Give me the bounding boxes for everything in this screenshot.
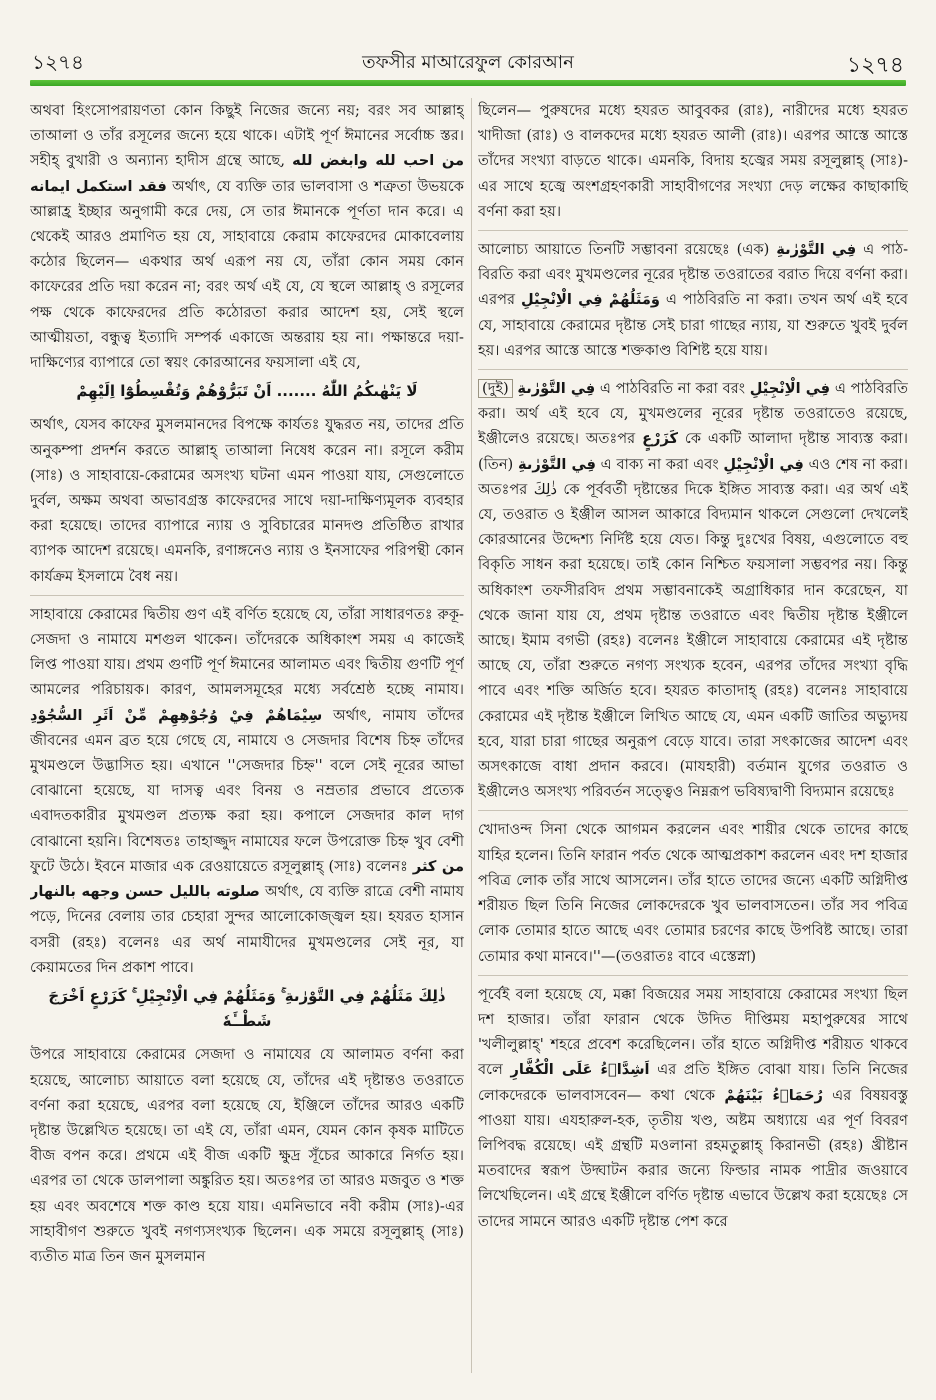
arabic-word: كَزَرْعٍ bbox=[642, 430, 679, 448]
paragraph bbox=[478, 230, 908, 363]
text-run: এর প্রতি ইঙ্গিত বোঝা যায়। তিনি নিজের লোকদেরকে ভালবাসবেন— কথা থেকে bbox=[478, 1061, 908, 1104]
text-run: এ পাঠ-বিরতি করা এবং মুখমণ্ডলের নূরের দৃষ্টান্ত তওরাতের বরাত দিয়ে বর্ণনা করা। এরপর bbox=[478, 241, 908, 309]
text-run: আলোচ্য আয়াতে তিনটি সম্ভাবনা রয়েছেঃ (এক) bbox=[478, 241, 770, 259]
left-column bbox=[30, 98, 464, 1378]
text-run: এ পাঠবিরতি না করা। তখন অর্থ এই হবে যে, সাহাবায়ে কেরামের দৃষ্টান্ত সেই চারা গাছের ন্যায়, যা শুরুতে খুবই দুর্বল হয়। এরপর আস্তে আস্তে শক্তকাণ্ড বিশিষ্ট হয়ে যায়। bbox=[478, 291, 908, 359]
arabic-word: فِي الْاِنْجِيْلِ bbox=[723, 455, 804, 473]
text-run: এ পাঠবিরতি করা। অর্থ এই হবে যে, মুখমণ্ডলের নূরের দৃষ্টান্ত তওরাতেও রয়েছে, ইঞ্জীলেও রয়েছে। অতঃপর bbox=[478, 380, 908, 448]
paragraph bbox=[478, 98, 908, 224]
text-run: উপরে সাহাবায়ে কেরামের সেজদা ও নামাযের যে আলামত বর্ণনা করা হয়েছে, আলোচ্য আয়াতে বলা হয়েছে যে, তাঁদের এই দৃষ্টান্তও তওরাতে বর্ণনা করা হয়েছে, এরপর বলা হয়েছে যে, ইঞ্জিলে তাঁদের আরও একটি দৃষ্টান্ত উল্লেখিত হয়েছে। তা এই যে, তাঁরা এমন, যেমন কোন কৃষক মাটিতে বীজ বপন করে। প্রথমে এই বীজ একটি ক্ষুদ্র সূঁচের আকারে নির্গত হয়। এরপর তা থেকে ডালপালা অঙ্কুরিত হয়। অতঃপর তা আরও মজবুত ও শক্ত হয় এবং অবশেষে শক্ত কাণ্ড হয়ে যায়। এমনিভাবে নবী করীম (সাঃ)-এর সাহাবীগণ শুরুতে খুবই নগণ্যসংখ্যক ছিলেন। এক সময়ে রসূলুল্লাহ্ (সাঃ) ব্যতীত মাত্র তিন জন মুসলমান bbox=[30, 1046, 464, 1265]
arabic-word: وَمَثَلُهُمْ فِي الْاِنْجِيْلِ bbox=[520, 291, 660, 309]
text-run: অর্থাৎ, যে ব্যক্তি তার ভালবাসা ও শত্রুতা উভয়কে আল্লাহ্র ইচ্ছার অনুগামী করে দেয়, সে তার ঈমানকে পূর্ণতা দান করে। এ থেকেই আরও প্রমাণিত হয় যে, সাহাবায়ে কেরাম কাফেরদের মোকাবেলায় কঠোর ছিলেন— একথার অর্থ এরূপ নয় যে, তাঁরা কোন সময় কোন কাফেরের প্রতি দয়া করেন না; বরং অর্থ এই যে, যে স্থলে আল্লাহ্ ও রসূলের পক্ষ থেকে কাফেরদের প্রতি কঠোরতা করার আদেশ হয়, সেই স্থলে আত্মীয়তা, বন্ধুত্ব ইত্যাদি সম্পর্ক একাজে অন্তরায় হয় না। পক্ষান্তরে দয়া-দাক্ষিণ্যের ব্যাপারে তো স্বয়ং কোরআনের ফয়সালা এই যে, bbox=[30, 177, 464, 372]
arabic-text: ذٰلِكَ مَثَلُهُمْ فِي التَّوْرٰىةِ ۚ وَمَثَلُهُمْ فِي الْاِنْجِيْلِ ۚ كَزَرْعٍ اَخْرَجَ شَطْــَٔهٗ bbox=[48, 986, 446, 1031]
header-rule bbox=[30, 80, 906, 86]
arabic-hadith: من كثر صلوته بالليل حسن وجهه بالنهار bbox=[30, 857, 464, 901]
arabic-text: لَا يَنْهٰىكُمُ اللّٰهُ ....... اَنْ تَبَرُّوْهُمْ وَتُقْسِطُوْٓا اِلَيْهِمْ bbox=[76, 382, 418, 401]
text-run: খোদাওন্দ সিনা থেকে আগমন করলেন এবং শায়ীর থেকে তাদের কাছে যাহির হলেন। তিনি ফারান পর্বত থেকে আত্মপ্রকাশ করলেন এবং দশ হাজার পবিত্র লোক তাঁর সাথে আসলেন। তাঁর হাতে তাদের জন্যে একটি অগ্নিদীপ্ত শরীয়ত ছিল তিনি নিজের লোকদেরকে খুব ভালবাসতেন। তাঁর সব পবিত্র লোক তোমার হাতে আছে এবং তোমার চরণের কাছে উপবিষ্ট আছে। তারা তোমার কথা মানবে।''—(তওরাতঃ বাবে এস্তেস্না) bbox=[478, 821, 908, 965]
arabic-verse bbox=[30, 984, 464, 1034]
text-run: পূর্বেই বলা হয়েছে যে, মক্কা বিজয়ের সময় সাহাবায়ে কেরামের সংখ্যা ছিল দশ হাজার। তাঁরা ফারান থেকে উদিত দীপ্তিময় মহাপুরুষের সাথে 'খলীলুল্লাহ্' শহরে প্রবেশ করেছিলেন। তাঁর হাতে অগ্নিদীপ্ত শরীয়ত থাকবে বলে bbox=[478, 985, 908, 1079]
page-number-right: ১২৭৪ bbox=[846, 53, 904, 78]
paragraph bbox=[30, 412, 464, 588]
paragraph bbox=[30, 595, 464, 980]
text-run: এর বিষয়বস্তু পাওয়া যায়। এযহারুল-হক, তৃতীয় খণ্ড, অষ্টম অধ্যায়ে এর পূর্ণ বিবরণ লিপিবদ্ধ রয়েছে। এই গ্রন্থটি মওলানা রহমতুল্লাহ্ কিরানভী (রহঃ) খ্রীষ্টান মতবাদের স্বরূপ উদ্ঘাটন করার জন্যে ফিল্ডার নামক পাদ্রীর জওয়াবে লিখেছিলেন। এই গ্রন্থে ইঞ্জীলে বর্ণিত দৃষ্টান্ত এভাবে উল্লেখ করা হয়েছেঃ সে তাদের সামনে আরও একটি দৃষ্টান্ত পেশ করে bbox=[478, 1086, 908, 1230]
arabic-word: فِي الْاِنْجِيْلِ bbox=[749, 380, 831, 398]
text-run: অর্থাৎ, যে ব্যক্তি রাত্রে বেশী নামায পড়ে, দিনের বেলায় তার চেহারা সুন্দর আলোকোজ্জ্বল হয়। হযরত হাসান বসরী (রহঃ) বলেনঃ এর অর্থ নামাযীদের মুখমণ্ডলের সেই নূর, যা কেয়ামতের দিন প্রকাশ পাবে। bbox=[30, 883, 464, 976]
text-run: এ বাক্য না করা এবং bbox=[600, 455, 719, 473]
arabic-hadith: من احب لله وابغض لله فقد استكمل ايمانه bbox=[30, 152, 464, 195]
text-run: অথবা হিংসোপরায়ণতা কোন কিছুই নিজের জন্যে নয়; বরং সব আল্লাহ্ তাআলা ও তাঁর রসূলের জন্যে হয়ে থাকে। এটাই পূর্ণ ঈমানের সর্বোচ্চ স্তর। সহীহ্ বুখারী ও অন্যান্য হাদীস গ্রন্থে আছে, bbox=[30, 102, 464, 170]
page-header bbox=[30, 44, 906, 84]
arabic-word: فِي التَّوْرٰىةِ bbox=[518, 455, 596, 473]
text-run: অর্থাৎ, যেসব কাফের মুসলমানদের বিপক্ষে কার্যতঃ যুদ্ধরত নয়, তাদের প্রতি অনুকম্পা প্রদর্শন করতে আল্লাহ্ তাআলা নিষেধ করেন না। রসূলে করীম (সাঃ) ও সাহাবায়ে-কেরামের অসংখ্য ঘটনা এমন পাওয়া যায়, সেগুলোতে দুর্বল, অক্ষম অথবা অভাবগ্রস্ত কাফেরদের সাথে দয়া-দাক্ষিণ্যমূলক ব্যবহার করা হয়েছে। তাদের ব্যাপারে ন্যায় ও সুবিচারের মানদণ্ড প্রতিষ্ঠিত রাখার ব্যাপক আদেশ রয়েছে। এমনকি, রণাঙ্গনেও ন্যায় ও ইনসাফের পরিপন্থী কোন কার্যক্রম ইসলামে বৈধ নয়। bbox=[30, 416, 464, 585]
text-run: এও শেষ না করা। অতঃপর ذٰلِكَ কে পূর্ববর্তী দৃষ্টান্তের দিকে ইঙ্গিত সাব্যস্ত করা। এর অর্থ এই যে, তওরাত ও ইঞ্জীল আসল আকারে বিদ্যমান থাকলে সেগুলো দেখলেই কোরআনের উদ্দেশ্য নির্দিষ্ট হয়ে যেত। কিন্তু দুঃখের বিষয়, এগুলোতে বহু বিকৃতি সাধন করা হয়েছে। তাই কোন নিশ্চিত ফয়সালা সম্ভবপর নয়। কিন্তু অধিকাংশ তফসীরবিদ প্রথম সম্ভাবনাকেই অগ্রাধিকার দান করেছেন, যা থেকে জানা যায় যে, প্রথম দৃষ্টান্ত তওরাতে এবং দ্বিতীয় দৃষ্টান্ত ইঞ্জীলে আছে। ইমাম বগভী (রহঃ) বলেনঃ ইঞ্জীলে সাহাবায়ে কেরামের এই দৃষ্টান্ত আছে যে, তাঁরা শুরুতে নগণ্য সংখ্যক হবেন, এরপর তাঁদের সংখ্যা বৃদ্ধি পাবে এবং শক্তি অর্জিত হবে। হযরত কাতাদাহ্ (রহঃ) বলেনঃ সাহাবায়ে কেরামের এই দৃষ্টান্ত ইঞ্জীলে লিখিত আছে যে, এমন একটি জাতির অভ্যুদয় হবে, যারা চারা গাছের অনুরূপ বেড়ে যাবে। তারা সৎকাজের আদেশ এবং অসৎকাজে বাধা প্রদান করবে। (মাযহারী) বর্তমান যুগের তওরাত ও ইঞ্জীলেও অসংখ্য পরিবর্তন সত্ত্বেও নিম্নরূপ ভবিষ্যদ্বাণী বিদ্যমান রয়েছেঃ bbox=[478, 455, 908, 801]
text-run: (দুই) bbox=[478, 379, 513, 398]
arabic-word: فِي التَّوْرٰىةِ bbox=[776, 241, 857, 259]
paragraph bbox=[478, 369, 908, 804]
paragraph bbox=[30, 98, 464, 375]
arabic-word: رُحَمَاۤءُ بَيْنَهُمْ bbox=[724, 1086, 823, 1104]
arabic-word: فِي التَّوْرٰىةِ bbox=[517, 380, 596, 398]
paragraph bbox=[478, 810, 908, 968]
paragraph bbox=[30, 1042, 464, 1269]
text-run: অর্থাৎ, নামায তাঁদের জীবনের এমন ব্রত হয়ে গেছে যে, নামাযে ও সেজদার বিশেষ চিহ্ন তাঁদের মুখমণ্ডলে উদ্ভাসিত হয়। এখানে ''সেজদার চিহ্ন'' বলে সেই নূরের আভা বোঝানো হয়েছে, যা দাসত্ব এবং বিনয় ও নম্রতার প্রভাবে প্রত্যেক এবাদতকারীর মুখমণ্ডল প্রত্যক্ষ করা হয়। কপালে সেজদার কাল দাগ বোঝানো হয়নি। বিশেষতঃ তাহাজ্জুদ নামাযের ফলে উপরোক্ত চিহ্ন খুব বেশী ফুটে উঠে। ইবনে মাজার এক রেওয়ায়েতে রসূলুল্লাহ্ (সাঃ) বলেনঃ bbox=[30, 706, 464, 875]
text-run: এ পাঠবিরতি না করা বরং bbox=[599, 380, 746, 398]
right-column bbox=[478, 98, 908, 1378]
text-run: ছিলেন— পুরুষদের মধ্যে হযরত আবুবকর (রাঃ), নারীদের মধ্যে হযরত খাদীজা (রাঃ) ও বালকদের মধ্যে হযরত আলী (রাঃ)। এরপর আস্তে আস্তে তাঁদের সংখ্যা বাড়তে থাকে। এমনকি, বিদায় হজ্বের সময় রসূলুল্লাহ্ (সাঃ)-এর সাথে হজ্বে অংশগ্রহণকারী সাহাবীগণের সংখ্যা দেড় লক্ষের কাছাকাছি বর্ণনা করা হয়। bbox=[478, 102, 908, 220]
paragraph bbox=[478, 975, 908, 1234]
arabic-word: اَشِدَّاۤءُ عَلَى الْكُفَّارِ bbox=[510, 1061, 650, 1079]
text-run: সাহাবায়ে কেরামের দ্বিতীয় গুণ এই বর্ণিত হয়েছে যে, তাঁরা সাধারণতঃ রুকূ-সেজদা ও নামাযে মশগুল থাকেন। তাঁদেরকে অধিকাংশ সময় এ কাজেই লিপ্ত পাওয়া যায়। প্রথম গুণটি পূর্ণ ঈমানের আলামত এবং দ্বিতীয় গুণটি পূর্ণ আমলের পরিচায়ক। কারণ, আমলসমূহের মধ্যে সর্বশ্রেষ্ঠ হচ্ছে নামায। bbox=[30, 605, 464, 699]
arabic-verse bbox=[30, 379, 464, 404]
arabic-verse-inline: سِيْمَاهُمْ فِيْ وُجُوْهِهِمْ مِّنْ اَثَرِ السُّجُوْدِ bbox=[30, 706, 323, 724]
column-divider bbox=[471, 98, 472, 1373]
running-title: তফসীর মাআরেফুল কোরআন bbox=[362, 52, 574, 73]
text-run: কে একটি আলাদা দৃষ্টান্ত সাব্যস্ত করা। (তিন) bbox=[478, 430, 908, 473]
page-number-left: ১২৭৪ bbox=[32, 50, 84, 74]
